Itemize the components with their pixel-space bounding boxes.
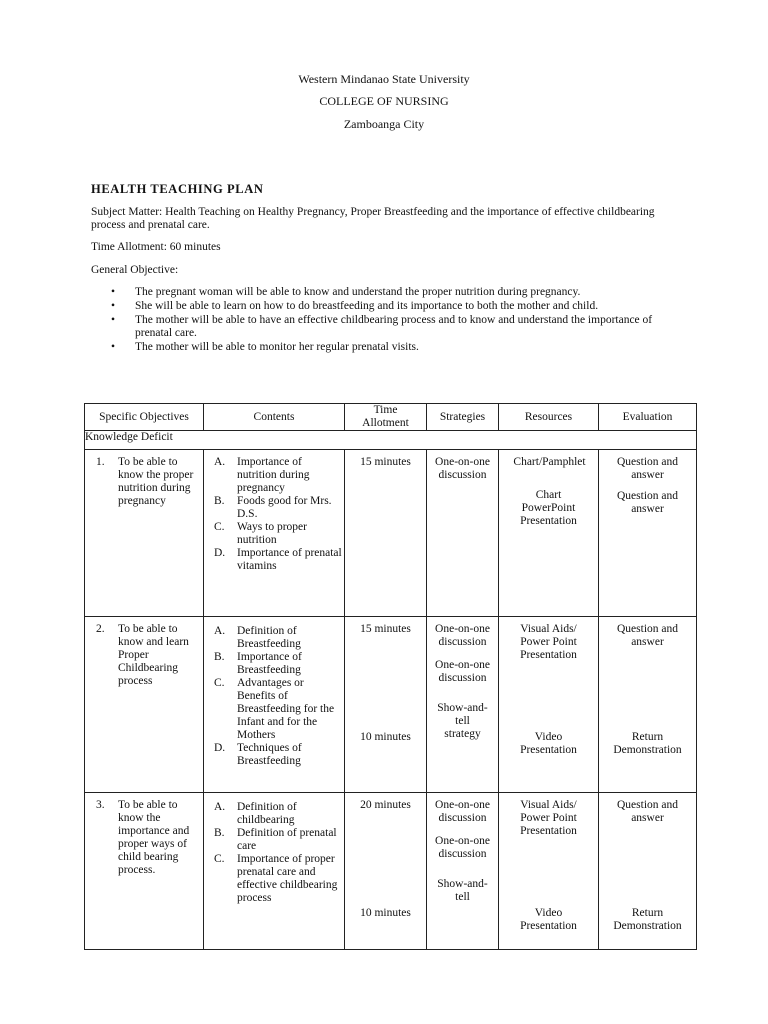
list-item: B. Importance of Breastfeeding <box>214 651 302 676</box>
table-row <box>85 793 697 950</box>
row-number: 1. <box>96 456 105 468</box>
list-item: • The mother will be able to have an effective childbearing process and to know and understand the importance of prenatal care. <box>111 314 653 339</box>
list-item: B. Definition of prenatal care <box>214 827 337 852</box>
column-header: Time Allotment <box>345 404 427 431</box>
time-allotment: Time Allotment: 60 minutes <box>91 241 221 253</box>
strategies-cell: One-on-one discussion One-on-one discussion Show-and-tell strategy <box>427 617 499 793</box>
contents-cell <box>204 450 345 617</box>
list-item: D. Importance of prenatal vitamins <box>214 547 342 572</box>
list-item: • The mother will be able to monitor her regular prenatal visits. <box>111 341 419 353</box>
bullet-icon: • <box>111 286 116 298</box>
contents-cell <box>204 617 345 793</box>
time-cell: 20 minutes 10 minutes <box>345 793 427 950</box>
time-cell: 15 minutes <box>345 450 427 617</box>
contents-cell <box>204 793 345 950</box>
evaluation-cell: Question and answer Question and answer <box>599 450 697 617</box>
page-title: HEALTH TEACHING PLAN <box>91 182 264 196</box>
city-name: Zamboanga City <box>343 117 425 131</box>
college-name: COLLEGE OF NURSING <box>319 94 449 108</box>
column-header: Resources <box>499 404 599 431</box>
column-header: Contents <box>204 404 345 431</box>
objective-text: To be able to know the proper nutrition during pregnancy <box>118 456 194 507</box>
objective-cell <box>85 450 204 617</box>
column-header: Strategies <box>427 404 499 431</box>
general-objectives-list <box>91 286 691 355</box>
table-row <box>85 450 697 617</box>
list-item: C. Advantages or Benefits of Breastfeeding for the Infant and for the Mothers <box>214 677 335 741</box>
time-cell: 15 minutes 10 minutes <box>345 617 427 793</box>
resources-cell: Visual Aids/ Power Point Presentation Video Presentation <box>499 793 599 950</box>
list-item: A. Definition of childbearing <box>214 801 297 826</box>
list-item: D. Techniques of Breastfeeding <box>214 742 302 767</box>
strategies-cell: One-on-one discussion One-on-one discussion Show-and-tell <box>427 793 499 950</box>
university-name: Western Mindanao State University <box>298 72 470 86</box>
list-item: • She will be able to learn on how to do breastfeeding and its importance to both the mother and child. <box>111 300 599 312</box>
list-item: A. Definition of Breastfeeding <box>214 625 301 650</box>
list-item: A. Importance of nutrition during pregnancy <box>214 456 310 494</box>
resources-cell: Chart/Pamphlet Chart PowerPoint Presentation <box>499 450 599 617</box>
column-header: Evaluation <box>599 404 697 431</box>
bullet-icon: • <box>111 341 116 353</box>
resources-cell: Visual Aids/ Power Point Presentation Video Presentation <box>499 617 599 793</box>
objective-cell <box>85 617 204 793</box>
row-number: 3. <box>96 799 105 811</box>
evaluation-cell: Question and answer Return Demonstration <box>599 793 697 950</box>
objective-cell <box>85 793 204 950</box>
list-item: • The pregnant woman will be able to know and understand the proper nutrition during pregnancy. <box>111 286 581 298</box>
list-item: C. Importance of proper prenatal care and effective childbearing process <box>214 853 338 904</box>
section-label: Knowledge Deficit <box>85 431 697 450</box>
list-item: B. Foods good for Mrs. D.S. <box>214 495 332 520</box>
general-objective-label: General Objective: <box>91 264 179 276</box>
column-header: Specific Objectives <box>85 404 204 431</box>
objective-text: To be able to know and learn Proper Childbearing process <box>118 623 189 687</box>
row-number: 2. <box>96 623 105 635</box>
strategies-cell: One-on-one discussion <box>427 450 499 617</box>
section-row <box>85 431 697 450</box>
subject-matter: Subject Matter: Health Teaching on Healthy Pregnancy, Proper Breastfeeding and the importance of effective childbearing process and prenatal care. <box>91 206 655 231</box>
evaluation-cell: Question and answer Return Demonstration <box>599 617 697 793</box>
bullet-icon: • <box>111 300 116 312</box>
list-item: C. Ways to proper nutrition <box>214 521 307 546</box>
table-row <box>85 617 697 793</box>
bullet-icon: • <box>111 314 116 326</box>
teaching-plan-table <box>84 403 697 950</box>
objective-text: To be able to know the importance and proper ways of child bearing process. <box>118 799 190 876</box>
table-header-row <box>85 404 697 431</box>
